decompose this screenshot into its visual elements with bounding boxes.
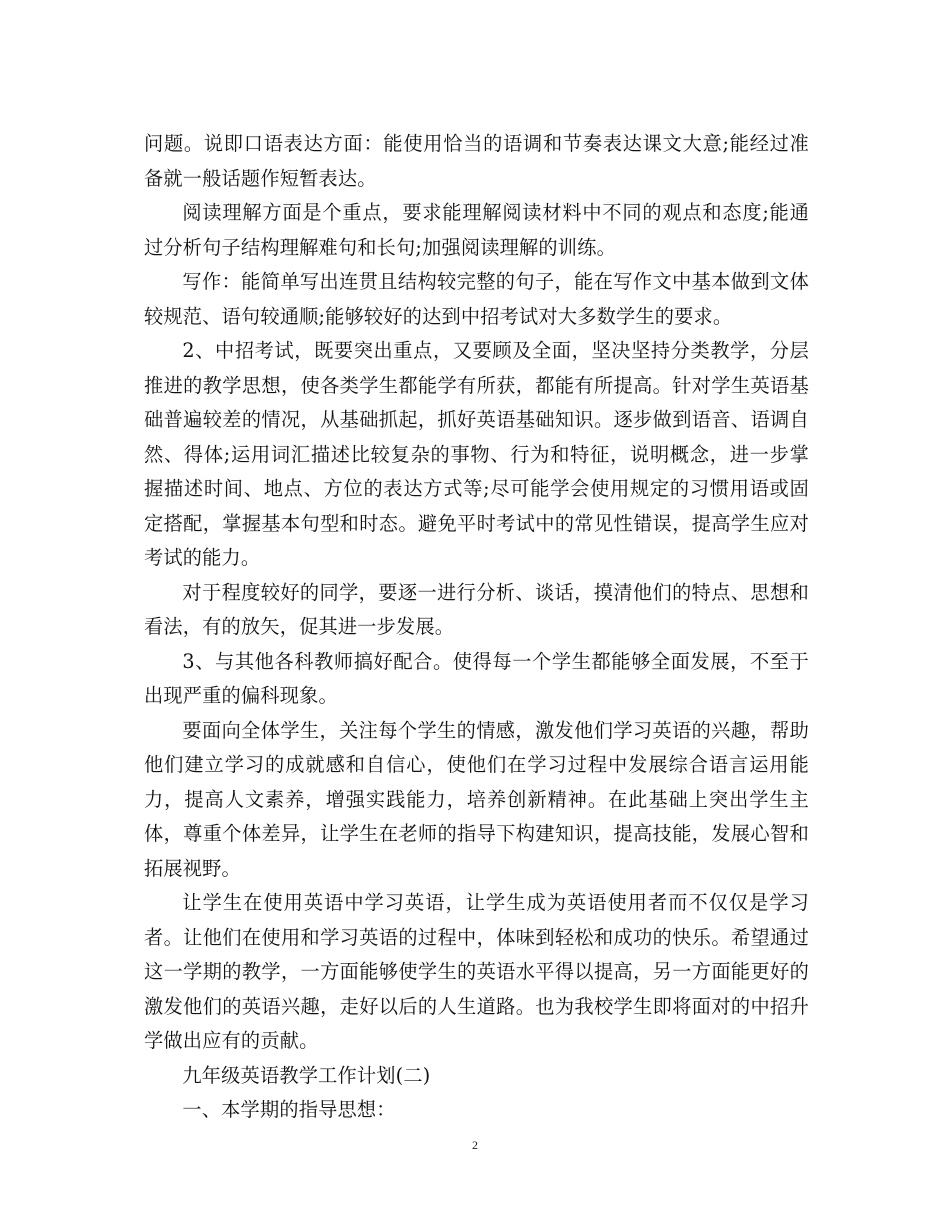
paragraph-using-english: 让学生在使用英语中学习英语，让学生成为英语使用者而不仅仅是学习者。让他们在使用和学习英语的过程中，体味到轻松和成功的快乐。希望通过这一学期的教学，一方面能够使学生的英语水平得以提高，另一方面能更好的激发他们的英语兴趣，走好以后的人生道路。也为我校学生即将面对的中招升学做出应有的贡献。 xyxy=(144,891,809,1052)
paragraph-teacher-cooperation: 3、与其他各科教师搞好配合。使得每一个学生都能够全面发展，不至于出现严重的偏科现象。 xyxy=(144,649,809,707)
paragraph-writing: 写作：能简单写出连贯且结构较完整的句子，能在写作文中基本做到文体较规范、语句较通顺;能够较好的达到中招考试对大多数学生的要求。 xyxy=(144,270,809,328)
paragraph-reading: 阅读理解方面是个重点，要求能理解阅读材料中不同的观点和态度;能通过分析句子结构理解难句和长句;加强阅读理解的训练。 xyxy=(144,201,809,259)
document-body xyxy=(144,127,809,1128)
section-heading-guiding-ideas: 一、本学期的指导思想： xyxy=(182,1098,396,1121)
page-number: 2 xyxy=(472,1138,478,1152)
paragraph-advanced-students: 对于程度较好的同学，要逐一进行分析、谈话，摸清他们的特点、思想和看法，有的放矢，促其进一步发展。 xyxy=(144,580,809,638)
paragraph-exam-strategy: 2、中招考试，既要突出重点，又要顾及全面，坚决坚持分类教学，分层推进的教学思想，使各类学生都能学有所获，都能有所提高。针对学生英语基础普遍较差的情况，从基础抓起，抓好英语基础知识。逐步做到语音、语调自然、得体;运用词汇描述比较复杂的事物、行为和特征，说明概念，进一步掌握描述时间、地点、方位的表达方式等;尽可能学会使用规定的习惯用语或固定搭配，掌握基本句型和时态。避免平时考试中的常见性错误，提高学生应对考试的能力。 xyxy=(144,339,809,569)
paragraph-all-students: 要面向全体学生，关注每个学生的情感，激发他们学习英语的兴趣，帮助他们建立学习的成就感和自信心，使他们在学习过程中发展综合语言运用能力，提高人文素养，增强实践能力，培养创新精神。在此基础上突出学生主体，尊重个体差异，让学生在老师的指导下构建知识，提高技能，发展心智和拓展视野。 xyxy=(144,718,809,880)
paragraph-speaking: 问题。说即口语表达方面：能使用恰当的语调和节奏表达课文大意;能经过准备就一般话题作短暂表达。 xyxy=(144,132,809,190)
section-heading-plan-two: 九年级英语教学工作计划(二) xyxy=(182,1063,431,1087)
